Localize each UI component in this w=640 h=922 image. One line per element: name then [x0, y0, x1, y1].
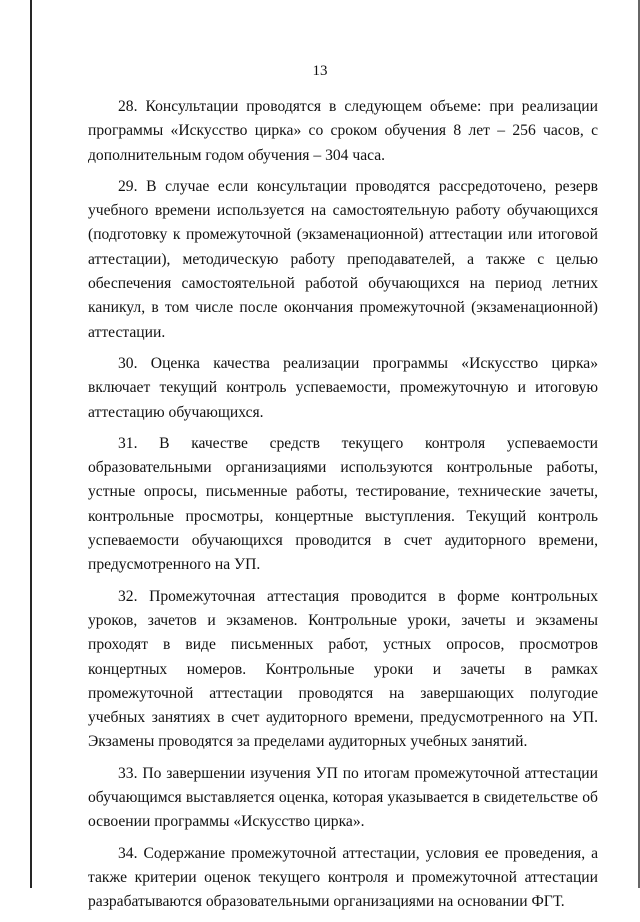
paragraph-28: 28. Консультации проводятся в следующем объеме: при реализации программы «Искусство цирка» со сроком обучения 8 лет – 256 часов, с дополнительным годом обучения – 304 часа.: [88, 98, 598, 164]
page-number: 13: [312, 63, 328, 79]
scan-edge-left: [30, 0, 32, 888]
paragraph-32: 32. Промежуточная аттестация проводится в форме контрольных уроков, зачетов и экзаменов. Контрольные уроки, зачеты и экзамены проходят в виде письменных работ, устных опросов, просмотров концертных номеров. Контрольные уроки и зачеты в рамках промежуточной аттестации проводятся на завершающих полугодие учебных занятиях в счет аудиторного времени, предусмотренного на УП. Экзамены проводятся за пределами аудиторных учебных занятий.: [88, 587, 598, 751]
paragraph-30: 30. Оценка качества реализации программы «Искусство цирка» включает текущий контроль успеваемости, промежуточную и итоговую аттестацию обучающихся.: [88, 354, 598, 421]
paragraph-29: 29. В случае если консультации проводятся рассредоточено, резерв учебного времени используется на самостоятельную работу обучающихся (подготовку к промежуточной (экзаменационной) аттестации или итоговой аттестации), методическую работу преподавателей, а также с целью обеспечения самостоятельной работой обучающихся на период летних каникул, в том числе после окончания промежуточной (экзаменационной) аттестации.: [88, 177, 598, 341]
paragraph-33: 33. По завершении изучения УП по итогам промежуточной аттестации обучающимся выставляется оценка, которая указывается в свидетельстве об освоении программы «Искусство цирка».: [88, 764, 598, 831]
paragraph-34: 34. Содержание промежуточной аттестации, условия ее проведения, а также критерии оценок текущего контроля и промежуточной аттестации разрабатываются образовательными организациями на основании ФГТ.: [88, 844, 598, 911]
document-body: [88, 95, 598, 922]
paragraph-31: 31. В качестве средств текущего контроля успеваемости образовательными организациями используются контрольные работы, устные опросы, письменные работы, тестирование, технические зачеты, контрольные просмотры, концертные выступления. Текущий контроль успеваемости обучающихся проводится в счет аудиторного времени, предусмотренного на УП.: [88, 434, 598, 574]
